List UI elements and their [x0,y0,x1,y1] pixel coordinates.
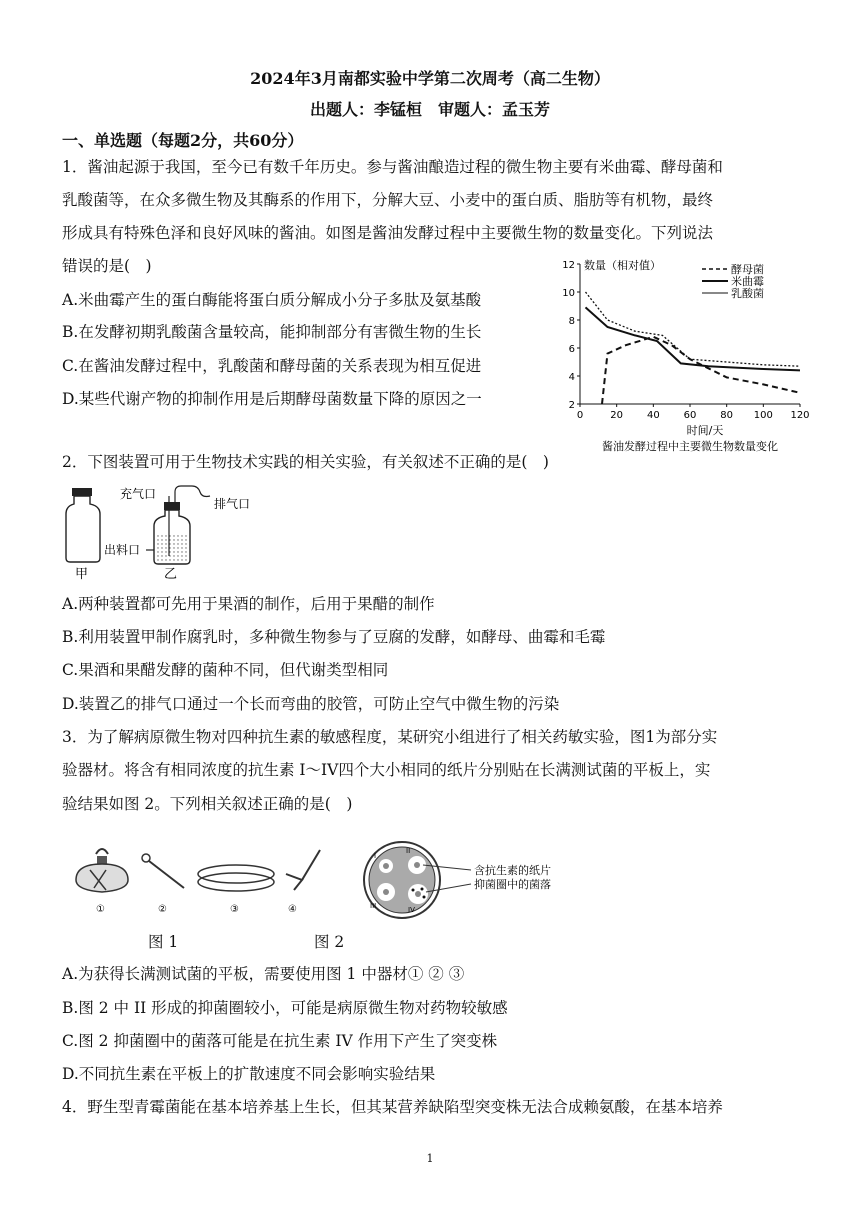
chart-y-tick: 4 [568,372,575,383]
disc-label-1: I [374,852,377,860]
q1-option-d: D.某些代谢产物的抑制作用是后期酵母菌数量下降的原因之一 [62,390,482,408]
lab-equipment-figure [66,840,716,920]
q1-line-2: 乳酸菌等，在众多微生物及其酶系的作用下，分解大豆、小麦中的蛋白质、脂肪等有机物，最终 [62,191,714,209]
chart-caption: 酱油发酵过程中主要微生物数量变化 [602,440,778,453]
label-jia: 甲 [75,567,89,582]
chart-x-tick: 0 [576,410,584,421]
fig2-label-disc: 含抗生素的纸片 [474,864,551,877]
q2-option-b: B.利用装置甲制作腐乳时，多种微生物参与了豆腐的发酵，如酵母、曲霉和毛霉 [62,628,606,646]
legend-yeast: 酵母菌 [731,263,764,276]
fig2-caption: 图 2 [314,933,345,951]
chart-xlabel: 时间/天 [686,424,724,437]
q3-option-c: C.图 2 抑菌圈中的菌落可能是在抗生素 IV 作用下产生了突变株 [62,1032,498,1050]
disc-label-4: IV [408,906,415,914]
q2-option-c: C.果酒和果醋发酵的菌种不同，但代谢类型相同 [62,661,389,679]
chart-legend [702,262,764,300]
chart-series-line-2 [586,307,801,370]
exam-subtitle: 出题人：李锰桓 审题人：孟玉芳 [309,100,550,119]
chart-x-tick: 60 [683,410,697,421]
q2-option-a: A.两种装置都可先用于果酒的制作，后用于果醋的制作 [62,595,435,613]
legend-lactobacillus: 乳酸菌 [731,287,764,300]
fig1-num-1: ① [96,904,105,915]
chart-x-tick: 20 [610,410,624,421]
spreader-icon [286,850,320,890]
chart-ylabel: 数量（相对值） [584,259,661,272]
bottle-jia [66,488,100,562]
label-yi: 乙 [164,567,178,582]
q1-line-4: 错误的是( ) [62,257,152,275]
q3-option-d: D.不同抗生素在平板上的扩散速度不同会影响实验结果 [62,1065,436,1083]
fig1-num-4: ④ [288,904,297,915]
chart-series-line-1 [602,337,800,404]
inoculation-loop-icon [142,854,184,888]
page-number: 1 [426,1152,434,1165]
disc-label-2: II [406,847,411,855]
chart-x-tick: 80 [720,410,734,421]
fig1-num-2: ② [158,904,167,915]
chart-x-tick: 40 [646,410,660,421]
q1-option-a: A.米曲霉产生的蛋白酶能将蛋白质分解成小分子多肽及氨基酸 [62,291,482,309]
chart-y-tick: 10 [562,288,575,299]
q1-option-c: C.在酱油发酵过程中，乳酸菌和酵母菌的关系表现为相互促进 [62,357,482,375]
alcohol-lamp-icon [76,849,128,892]
q3-option-b: B.图 2 中 II 形成的抑菌圈较小，可能是病原微生物对药物较敏感 [62,999,508,1017]
fig1-caption: 图 1 [148,933,179,951]
chart-x-tick: 100 [753,410,773,421]
section-title: 一、单选题（每题2分，共60分） [62,131,304,150]
legend-aspergillus: 米曲霉 [731,275,764,288]
fermentation-chart [550,252,820,457]
q3-option-a: A.为获得长满测试菌的平板，需要使用图 1 中器材① ② ③ [62,965,465,983]
label-discharge: 出料口 [104,543,141,557]
exam-title: 2024年3月南都实验中学第二次周考（高二生物） [250,69,610,88]
fig1-num-3: ③ [230,904,239,915]
label-outlet: 排气口 [214,497,251,511]
chart-y-tick: 2 [568,400,575,411]
q1-option-b: B.在发酵初期乳酸菌含量较高，能抑制部分有害微生物的生长 [62,323,482,341]
chart-x-tick: 120 [790,410,810,421]
label-inlet: 充气口 [120,487,157,501]
disc-label-3: III [370,902,377,910]
q2-stem: 2．下图装置可用于生物技术实践的相关实验，有关叙述不正确的是( ) [62,453,549,471]
q3-line-2: 验器材。将含有相同浓度的抗生素 I～IV四个大小相同的纸片分别贴在长满测试菌的平板上，实 [62,761,711,779]
q2-option-d: D.装置乙的排气口通过一个长而弯曲的胶管，可防止空气中微生物的污染 [62,695,560,713]
chart-y-tick: 12 [562,260,575,271]
antibiotic-plate [364,842,471,918]
q3-line-1: 3．为了解病原微生物对四种抗生素的敏感程度，某研究小组进行了相关药敏实验，图1为部分实 [62,728,718,746]
chart-y-tick: 6 [568,344,575,355]
petri-dish-icon [198,865,274,891]
chart-y-tick: 8 [568,316,575,327]
fig2-label-colony: 抑菌圈中的菌落 [474,878,551,891]
q4-line-1: 4．野生型青霉菌能在基本培养基上生长，但其某营养缺陷型突变株无法合成赖氨酸，在基本培养 [62,1098,723,1116]
apparatus-figure [60,482,280,582]
q1-line-3: 形成具有特殊色泽和良好风味的酱油。如图是酱油发酵过程中主要微生物的数量变化。下列说法 [62,224,714,242]
q1-line-1: 1．酱油起源于我国，至今已有数千年历史。参与酱油酿造过程的微生物主要有米曲霉、酵母菌和 [62,158,723,176]
q3-line-3: 验结果如图 2。下列相关叙述正确的是( ) [62,795,353,813]
